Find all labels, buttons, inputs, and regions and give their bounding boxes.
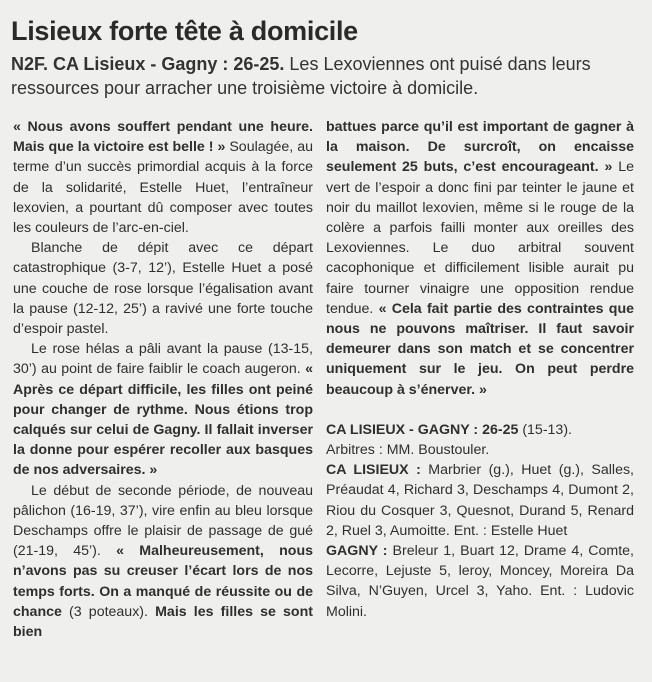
article-subhead <box>11 52 641 100</box>
quote-referees: « Cela fait partie des contraintes que nous ne pouvons maîtriser. Il faut savoir demeurer dans son match et se concentrer uniquement sur le jeu. On peut perdre beaucoup à s’énerver. » <box>326 300 634 398</box>
team-lisieux <box>326 460 634 541</box>
match-referees: Arbitres : MM. Boustouler. <box>326 442 490 459</box>
quote-second-half-2: Mais les filles se sont bien <box>13 603 313 641</box>
article-headline: Lisieux forte tête à domicile <box>11 16 358 46</box>
team-gagny <box>326 541 634 622</box>
paragraph-5 <box>326 117 634 400</box>
quote-continuation: battues parce qu’il est important de gagner à la maison. De surcroît, on encaisse seulement 25 buts, c’est encourageant. » <box>326 119 634 176</box>
quote-second-half: « Malheureusement, nous n’avons pas su creuser l’écart lors de nos temps forts. On a manqué de réussite ou de chance <box>13 543 314 620</box>
paragraph-3 <box>13 339 313 480</box>
paragraph-4-text: Le début de seconde période, de nouveau pâlichon (16-19, 37’), vire enfin au bleu lorsque Deschamps offre le plaisir de passage de gué (21-19, 45’). <box>13 482 313 560</box>
paragraph-4-text-2: (3 poteaux). <box>61 603 156 620</box>
team-lisieux-label: CA LISIEUX : <box>326 462 421 479</box>
match-halftime: (15-13). <box>518 421 572 438</box>
subhead-text: Les Lexoviennes ont puisé dans leurs ressources pour arracher une troisième victoire à domicile. <box>11 54 591 98</box>
paragraph-5-text: Le vert de l’espoir a donc fini par teinter le jaune et noir du maillot lexovien, même si le rouge de la colère a parfois failli monter aux oreilles des Lexoviennes. Le duo arbitral souvent cacophonique et difficilement lisible aurait pu faire tourner vinaigre une opposition rendue tendue. <box>326 159 634 317</box>
paragraph-2: Blanche de dépit avec ce départ catastrophique (3-7, 12’), Estelle Huet a posé une couche de rose lorsque l’égalisation avant la pause (12-12, 25’) a ravivé une forte touche d’espoir pastel. <box>13 240 313 338</box>
right-column <box>326 117 634 622</box>
quote-coach: « Après ce départ difficile, les filles ont peiné pour changer de rythme. Nous étions trop calqués sur celui de Gagny. Il fallait inverser la donne pour espérer recoller aux basques de nos adversaires. » <box>13 361 313 479</box>
match-score <box>326 420 634 440</box>
paragraph-3-text: Le rose hélas a pâli avant la pause (13-15, 30’) au point de faire faiblir le coach augeron. <box>13 341 313 378</box>
team-lisieux-players: Marbrier (g.), Huet (g.), Salles, Préaudat 4, Richard 3, Deschamps 4, Dumont 2, Riou du Cosquer 3, Quesnot, Durand 5, Renard 2, Ruel 3, Aumoitte. Ent. : Estelle Huet <box>326 462 634 539</box>
match-score-label: CA LISIEUX - GAGNY : 26-25 <box>326 421 519 438</box>
quote-opening: « Nous avons souffert pendant une heure. Mais que la victoire est belle ! » <box>13 119 313 156</box>
left-column <box>13 117 313 642</box>
team-gagny-players: Breleur 1, Buart 12, Drame 4, Comte, Lecorre, Lejuste 5, leroy, Moncey, Moreira Da Silva, N’Guyen, Urcel 3, Yaho. Ent. : Ludovic Molini. <box>326 543 634 620</box>
subhead-lead: N2F. CA Lisieux - Gagny : 26-25. <box>11 54 285 74</box>
paragraph-4 <box>13 481 313 643</box>
paragraph-1 <box>13 117 313 238</box>
paragraph-1-text: Soulagée, au terme d’un succès primordial acquis à la force de la solidarité, Estelle Huet, l’entraîneur lexovien, a pourtant dû composer avec toutes les couleurs de l’arc-en-ciel. <box>13 139 313 237</box>
team-gagny-label: GAGNY : <box>326 543 388 560</box>
